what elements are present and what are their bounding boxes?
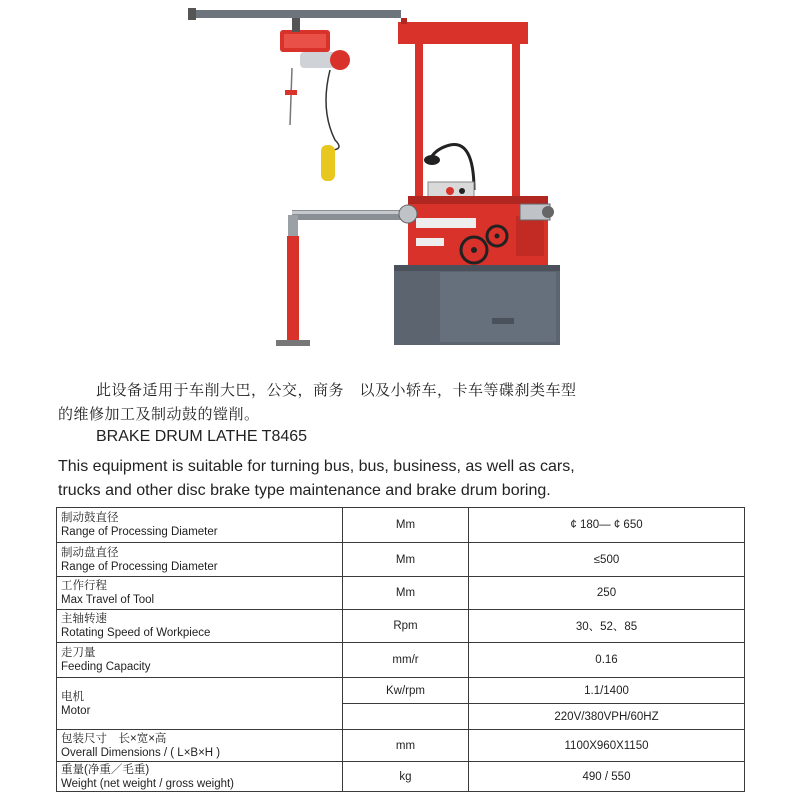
value-cell: 490 / 550 (469, 762, 745, 792)
value-cell: 30、52、85 (469, 610, 745, 643)
param-name-cn: 电机 (61, 690, 84, 703)
param-cell (57, 730, 343, 762)
electric-hoist (280, 18, 350, 181)
param-name-cn: 重量(净重／毛重) (61, 763, 150, 776)
table-row (57, 762, 745, 792)
param-name-en: Motor (61, 704, 91, 717)
description-cn-line-1: 此设备适用于车削大巴，公交，商务 以及小轿车，卡车等碟刹类车型 (96, 381, 577, 399)
param-name-cn: 制动盘直径 (61, 546, 119, 559)
unit-cell: kg (343, 762, 469, 792)
param-cell (57, 643, 343, 678)
unit-cell: Kw/rpm (343, 678, 469, 704)
unit-cell: mm/r (343, 643, 469, 678)
table-row (57, 543, 745, 577)
unit-cell: Mm (343, 543, 469, 577)
param-name-cn: 制动鼓直径 (61, 512, 119, 524)
param-cell (57, 577, 343, 610)
param-name-cn: 走刀量 (61, 647, 96, 659)
unit-cell: Mm (343, 508, 469, 543)
unit-cell (343, 704, 469, 730)
param-name-en: Weight (net weight / gross weight) (61, 777, 235, 790)
param-name-en: Feeding Capacity (61, 661, 151, 673)
param-cell (57, 508, 343, 543)
param-name-en: Max Travel of Tool (61, 594, 155, 606)
value-cell: 250 (469, 577, 745, 610)
specification-table (56, 507, 745, 792)
table-row (57, 508, 745, 543)
support-post (276, 215, 310, 346)
value-cell: 1.1/1400 (469, 678, 745, 704)
param-cell (57, 610, 343, 643)
value-cell: ¢ 180— ¢ 650 (469, 508, 745, 543)
unit-cell: Mm (343, 577, 469, 610)
value-cell: 0.16 (469, 643, 745, 678)
description-en-line-1: This equipment is suitable for turning bus, bus, business, as well as cars, (58, 458, 575, 475)
table-row (57, 643, 745, 678)
param-cell (57, 543, 343, 577)
table-row (57, 678, 745, 704)
param-name-en: Range of Processing Diameter (61, 560, 218, 573)
cabinet-base (394, 265, 560, 345)
value-cell: 1100X960X1150 (469, 730, 745, 762)
param-name-cn: 主轴转速 (61, 613, 107, 625)
table-row (57, 730, 745, 762)
table-row (57, 577, 745, 610)
param-cell (57, 678, 343, 730)
unit-cell: Rpm (343, 610, 469, 643)
param-cell (57, 762, 343, 792)
param-name-cn: 工作行程 (61, 580, 107, 592)
description-en-line-2: trucks and other disc brake type maintenance and brake drum boring. (58, 482, 551, 499)
brake-drum-lathe-illustration (0, 0, 800, 370)
unit-cell: mm (343, 730, 469, 762)
value-cell: ≤500 (469, 543, 745, 577)
param-name-en: Range of Processing Diameter (61, 526, 218, 538)
gantry-frame (188, 8, 528, 200)
value-cell: 220V/380VPH/60HZ (469, 704, 745, 730)
param-name-en: Overall Dimensions / ( L×B×H ) (61, 746, 221, 759)
table-row (57, 610, 745, 643)
description-cn-line-2: 的维修加工及制动鼓的镗削。 (58, 405, 260, 423)
product-title: BRAKE DRUM LATHE T8465 (96, 428, 308, 445)
param-name-cn: 包装尺寸 长×宽×高 (61, 732, 167, 745)
param-name-en: Rotating Speed of Workpiece (61, 627, 211, 639)
